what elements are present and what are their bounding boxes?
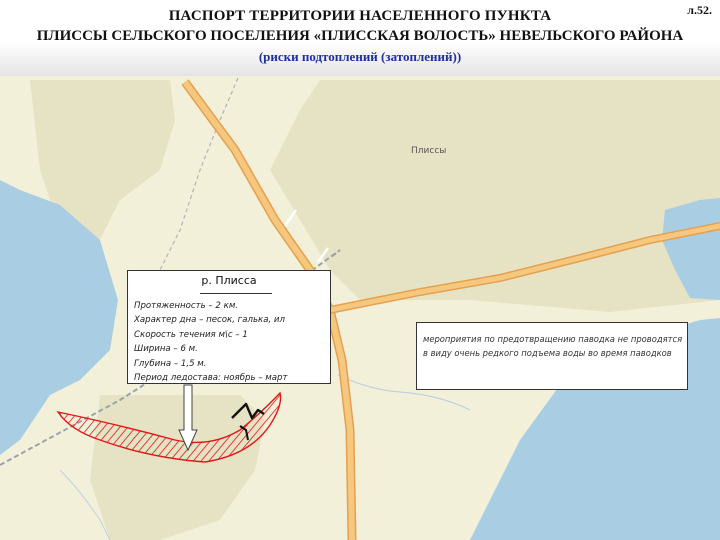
- measures-note-box: [416, 322, 688, 390]
- settlement-label: Плиссы: [411, 146, 447, 156]
- map-canvas: [0, 76, 720, 540]
- river-info-box: [127, 270, 331, 384]
- page-header: [0, 0, 720, 76]
- page-title: ПАСПОРТ ТЕРРИТОРИИ НАСЕЛЕННОГО ПУНКТА: [168, 8, 552, 24]
- river-bed-type: Характер дна – песок, галька, ил: [134, 315, 286, 326]
- river-depth: Глубина – 1,5 м.: [134, 358, 207, 369]
- page-number: л.52.: [687, 3, 712, 17]
- river-title-underline: [200, 293, 272, 294]
- river-width: Ширина – 6 м.: [134, 344, 198, 355]
- river-length: Протяженность – 2 км.: [134, 301, 239, 311]
- river-properties: [134, 299, 288, 385]
- river-freeze-period: Период ледостава: ноябрь – март: [134, 373, 288, 384]
- river-title: р. Плисса: [201, 274, 257, 287]
- measures-note: мероприятия по предотвращению паводка не проводятся в виду очень редкого подъема воды во время паводков: [423, 334, 683, 358]
- page-subtitle: (риски подтоплений (затоплений)): [258, 49, 462, 64]
- river-current-speed: Скорость течения м\с – 1: [134, 329, 248, 340]
- page-title-line2: ПЛИССЫ СЕЛЬСКОГО ПОСЕЛЕНИЯ «ПЛИССКАЯ ВОЛОСТЬ» НЕВЕЛЬСКОГО РАЙОНА: [36, 28, 684, 44]
